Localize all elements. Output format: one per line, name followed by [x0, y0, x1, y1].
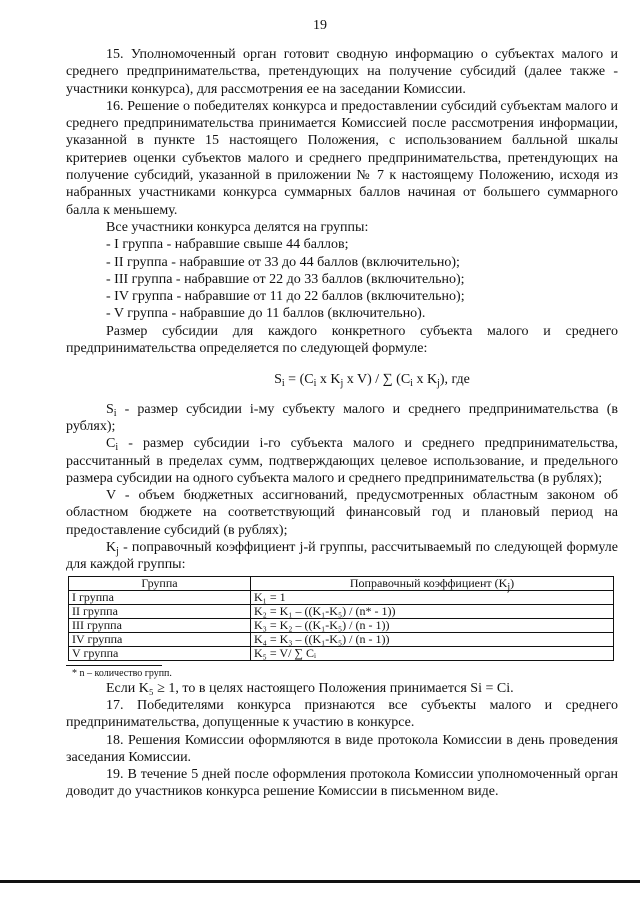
definition-s: $S_i$ - размер субсидии i-му субъекту малого и среднего предпринимательства (в рублях); — [66, 401, 618, 434]
paragraph-15: 15. Уполномоченный орган готовит сводную информацию о субъектах малого и среднего предпринимательства, претендующих на получение субсидий (далее также - участники конкурса), для рассмотрения ее на заседании Комиссии. — [66, 47, 618, 97]
column-header-group: Группа — [69, 576, 251, 590]
footnote-divider — [66, 665, 162, 666]
table-row — [69, 632, 614, 646]
coefficient-cell: K₁ = 1 — [251, 590, 614, 604]
coefficient-cell: K₃ = K₂ – ((K₁-K₅) / (n - 1)) — [251, 618, 614, 632]
page-number: 19 — [313, 18, 327, 33]
group-item: - III группа - набравшие от 22 до 33 баллов (включительно); — [106, 271, 465, 287]
group-item: - V группа - набравшие до 11 баллов (включительно). — [106, 306, 426, 322]
k5-condition: Если K₅ ≥ 1, то в целях настоящего Положения принимается Si = Ci. — [106, 680, 514, 696]
table-row — [69, 590, 614, 604]
definition-c: $C_i$ - размер субсидии i-го субъекта малого и среднего предпринимательства, рассчитанный в пределах сумм, подтверждающих целевое использование, и предельного размера субсидии на одного субъекта малого и среднего предпринимательства (в рублях); — [66, 436, 618, 486]
groups-intro: Все участники конкурса делятся на группы: — [106, 219, 369, 235]
subsidy-size-intro: Размер субсидии для каждого конкретного субъекта малого и среднего предпринимательства определяется по следующей формуле: — [66, 323, 618, 357]
table-row — [69, 604, 614, 618]
group-cell: V группа — [69, 646, 251, 660]
group-cell: I группа — [69, 590, 251, 604]
table-row — [69, 618, 614, 632]
group-item: - II группа - набравшие от 33 до 44 баллов (включительно); — [106, 254, 460, 270]
paragraph-19: 19. В течение 5 дней после оформления протокола Комиссии уполномоченный орган доводит до участников конкурса решение Комиссии в письменном виде. — [66, 767, 618, 800]
group-cell: III группа — [69, 618, 251, 632]
group-item: - IV группа - набравшие от 11 до 22 баллов (включительно); — [106, 289, 465, 305]
group-item: - I группа - набравшие свыше 44 баллов; — [106, 237, 349, 253]
paragraph-16: 16. Решение о победителях конкурса и предоставлении субсидий субъектам малого и среднего предпринимательства принимается Комиссией после рассмотрения информации, указанной в пункте 15 настоящего Положения, с использованием балльной шкалы критериев оценки субъектов малого и среднего предпринимательства, претендующих на получение субсидий, указанной в приложении № 7 к настоящему Положению, исходя из набранных участниками конкурса суммарных баллов начиная от большего суммарного балла к меньшему. — [66, 98, 618, 218]
subsidy-formula: $S_i = (C_i$ x $K_j$ x V) / ∑ ($C_i$ x $K_j$), где — [274, 372, 470, 390]
column-header-coefficient: Поправочный коэффициент $(K_j)$ — [251, 576, 614, 590]
group-cell: IV группа — [69, 632, 251, 646]
group-cell: II группа — [69, 604, 251, 618]
paragraph-18: 18. Решения Комиссии оформляются в виде протокола Комиссии в день проведения заседания Комиссии. — [66, 732, 618, 765]
coefficient-cell: K₅ = V/ ∑ Cᵢ — [251, 646, 614, 660]
coefficient-table — [68, 576, 614, 661]
table-row — [69, 646, 614, 660]
footnote: * n – количество групп. — [72, 667, 172, 679]
paragraph-17: 17. Победителями конкурса признаются все субъекты малого и среднего предпринимательства, допущенные к участию в конкурсе. — [66, 697, 618, 731]
coefficient-cell: K₄ = K₃ – ((K₁-K₅) / (n - 1)) — [251, 632, 614, 646]
bottom-border-line — [0, 880, 640, 883]
coefficient-cell: K₂ = K₁ – ((K₁-K₅) / (n* - 1)) — [251, 604, 614, 618]
definition-v: V - объем бюджетных ассигнований, предусмотренных областным законом об областном бюджете на соответствующий финансовый год и плановый период на предоставление субсидий (в рублях); — [66, 488, 618, 538]
document-body — [66, 46, 618, 801]
table-header-row — [69, 576, 614, 590]
definition-k: $K_j$ - поправочный коэффициент j-й группы, рассчитываемый по следующей формуле для каждой группы: — [66, 540, 618, 573]
